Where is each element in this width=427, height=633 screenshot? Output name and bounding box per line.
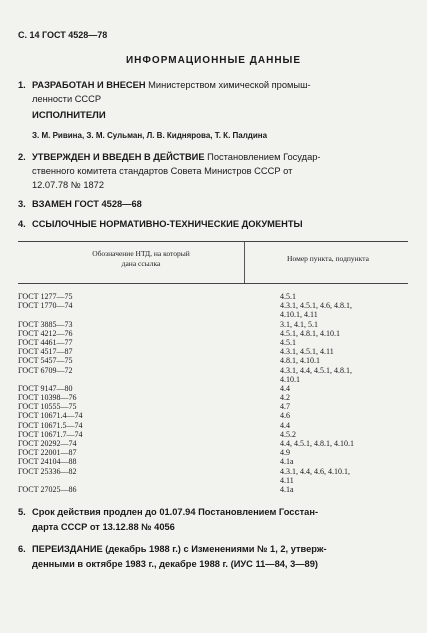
document-cell: ГОСТ 4212—76 <box>18 328 73 338</box>
section-cell: 4.1а <box>280 457 294 467</box>
authors-list: З. М. Ривина, З. М. Сульман, Л. В. Киднярова, Т. К. Палдина <box>32 131 268 140</box>
section-cell: 4.6 <box>280 411 290 421</box>
section-number: 3. <box>18 199 26 209</box>
page-header: С. 14 ГОСТ 4528—78 <box>18 30 108 40</box>
section-cell: 4.5.1 <box>280 337 296 347</box>
section-cell: 4.3.1, 4.4, 4.6, 4.10.1, <box>280 466 350 476</box>
table-row <box>18 421 408 430</box>
section-2 <box>18 150 408 192</box>
document-cell: ГОСТ 10555—75 <box>18 402 77 412</box>
column-header-document <box>66 249 216 269</box>
section-text: ССЫЛОЧНЫЕ НОРМАТИВНО-ТЕХНИЧЕСКИЕ ДОКУМЕНТЫ <box>32 219 303 229</box>
column-header-text: Обозначение НТД, на который <box>92 249 190 258</box>
section-cell: 4.5.1 <box>280 292 296 301</box>
table-row <box>18 439 408 448</box>
table-row <box>18 301 408 310</box>
section-cell: 4.10.1, 4.11 <box>280 310 318 320</box>
table-row <box>18 347 408 356</box>
section-lead: РАЗРАБОТАН И ВНЕСЕН <box>32 80 146 90</box>
table-row <box>18 457 408 466</box>
document-cell: ГОСТ 10671.5—74 <box>18 420 83 430</box>
document-cell: ГОСТ 10398—76 <box>18 393 77 403</box>
section-cell: 4.8.1, 4.10.1 <box>280 356 320 366</box>
table-row <box>18 467 408 476</box>
table-row <box>18 356 408 365</box>
section-cell: 4.5.1, 4.8.1, 4.10.1 <box>280 328 340 338</box>
section-5 <box>18 505 410 535</box>
section-cell: 4.4, 4.5.1, 4.8.1, 4.10.1 <box>280 439 354 448</box>
table-row <box>18 402 408 411</box>
table-row <box>18 366 408 375</box>
table-row <box>18 338 408 347</box>
section-1 <box>18 78 408 106</box>
table-row <box>18 393 408 402</box>
document-cell: ГОСТ 3885—73 <box>18 319 73 329</box>
document-cell: ГОСТ 27025—86 <box>18 484 77 494</box>
section-cell: 4.1а <box>280 484 294 494</box>
section-text: Министерством химической промыш- <box>145 80 311 90</box>
section-text: Срок действия продлен до 01.07.94 Постановлением Госстан- <box>32 507 319 517</box>
section-cell: 4.9 <box>280 448 290 458</box>
table-header <box>18 241 408 284</box>
section-cell: 4.4 <box>280 420 290 430</box>
document-cell: ГОСТ 25336—82 <box>18 466 77 476</box>
table-row <box>18 375 408 384</box>
section-text: ВЗАМЕН ГОСТ 4528—68 <box>32 199 142 209</box>
section-4 <box>18 217 408 231</box>
section-number: 4. <box>18 219 26 229</box>
section-text: дарта СССР от 13.12.88 № 4056 <box>32 522 175 532</box>
section-text: 12.07.78 № 1872 <box>32 180 105 190</box>
document-cell: ГОСТ 20292—74 <box>18 439 77 448</box>
document-cell: ГОСТ 6709—72 <box>18 365 73 375</box>
section-number: 5. <box>18 507 26 517</box>
section-cell: 4.4 <box>280 383 290 393</box>
document-cell: ГОСТ 24104—88 <box>18 457 77 467</box>
section-cell: 4.5.2 <box>280 429 296 439</box>
document-cell: ГОСТ 22001—87 <box>18 448 77 458</box>
section-text: Постановлением Государ- <box>204 152 321 162</box>
section-text: ственного комитета стандартов Совета Министров СССР от <box>32 166 293 176</box>
section-cell: 4.3.1, 4.5.1, 4.6, 4.8.1, <box>280 301 352 311</box>
table-row <box>18 320 408 329</box>
section-text: ПЕРЕИЗДАНИЕ (декабрь 1988 г.) с Изменениями № 1, 2, утверж- <box>32 544 327 554</box>
section-cell: 4.10.1 <box>280 374 300 384</box>
section-cell: 4.3.1, 4.4, 4.5.1, 4.8.1, <box>280 365 352 375</box>
section-text: денными в октябре 1983 г., декабре 1988 г. (ИУС 11—84, 3—89) <box>32 559 318 569</box>
section-cell: 4.2 <box>280 393 290 403</box>
document-cell: ГОСТ 10671.7—74 <box>18 429 83 439</box>
page-title: ИНФОРМАЦИОННЫЕ ДАННЫЕ <box>125 55 301 66</box>
table-row <box>18 485 408 494</box>
table-row <box>18 430 408 439</box>
column-header-section: Номер пункта, подпункта <box>287 254 369 263</box>
column-header-text: дана ссылка <box>121 259 161 268</box>
section-cell: 4.11 <box>280 475 294 485</box>
section-3 <box>18 197 408 211</box>
document-cell: ГОСТ 9147—80 <box>18 383 73 393</box>
section-number: 2. <box>18 152 26 162</box>
document-cell: ГОСТ 1770—74 <box>18 301 73 311</box>
document-cell: ГОСТ 1277—75 <box>18 292 73 301</box>
section-6 <box>18 542 410 572</box>
section-cell: 3.1, 4.1, 5.1 <box>280 319 318 329</box>
table-row <box>18 292 408 301</box>
developers-label: ИСПОЛНИТЕЛИ <box>32 110 106 121</box>
section-cell: 4.7 <box>280 402 290 412</box>
section-number: 6. <box>18 544 26 554</box>
table-row <box>18 411 408 420</box>
document-cell: ГОСТ 10671.4—74 <box>18 411 83 421</box>
section-cell: 4.3.1, 4.5.1, 4.11 <box>280 347 334 357</box>
table-row <box>18 329 408 338</box>
section-number: 1. <box>18 80 26 90</box>
table-body <box>18 292 408 494</box>
document-cell: ГОСТ 4517—87 <box>18 347 73 357</box>
section-lead: УТВЕРЖДЕН И ВВЕДЕН В ДЕЙСТВИЕ <box>32 152 205 162</box>
document-cell: ГОСТ 4461—77 <box>18 337 73 347</box>
table-row <box>18 384 408 393</box>
column-divider <box>244 242 245 283</box>
table-row <box>18 476 408 485</box>
table-row <box>18 310 408 319</box>
document-cell: ГОСТ 5457—75 <box>18 356 73 366</box>
section-text: ленности СССР <box>32 94 102 104</box>
table-row <box>18 448 408 457</box>
references-table <box>18 241 408 494</box>
